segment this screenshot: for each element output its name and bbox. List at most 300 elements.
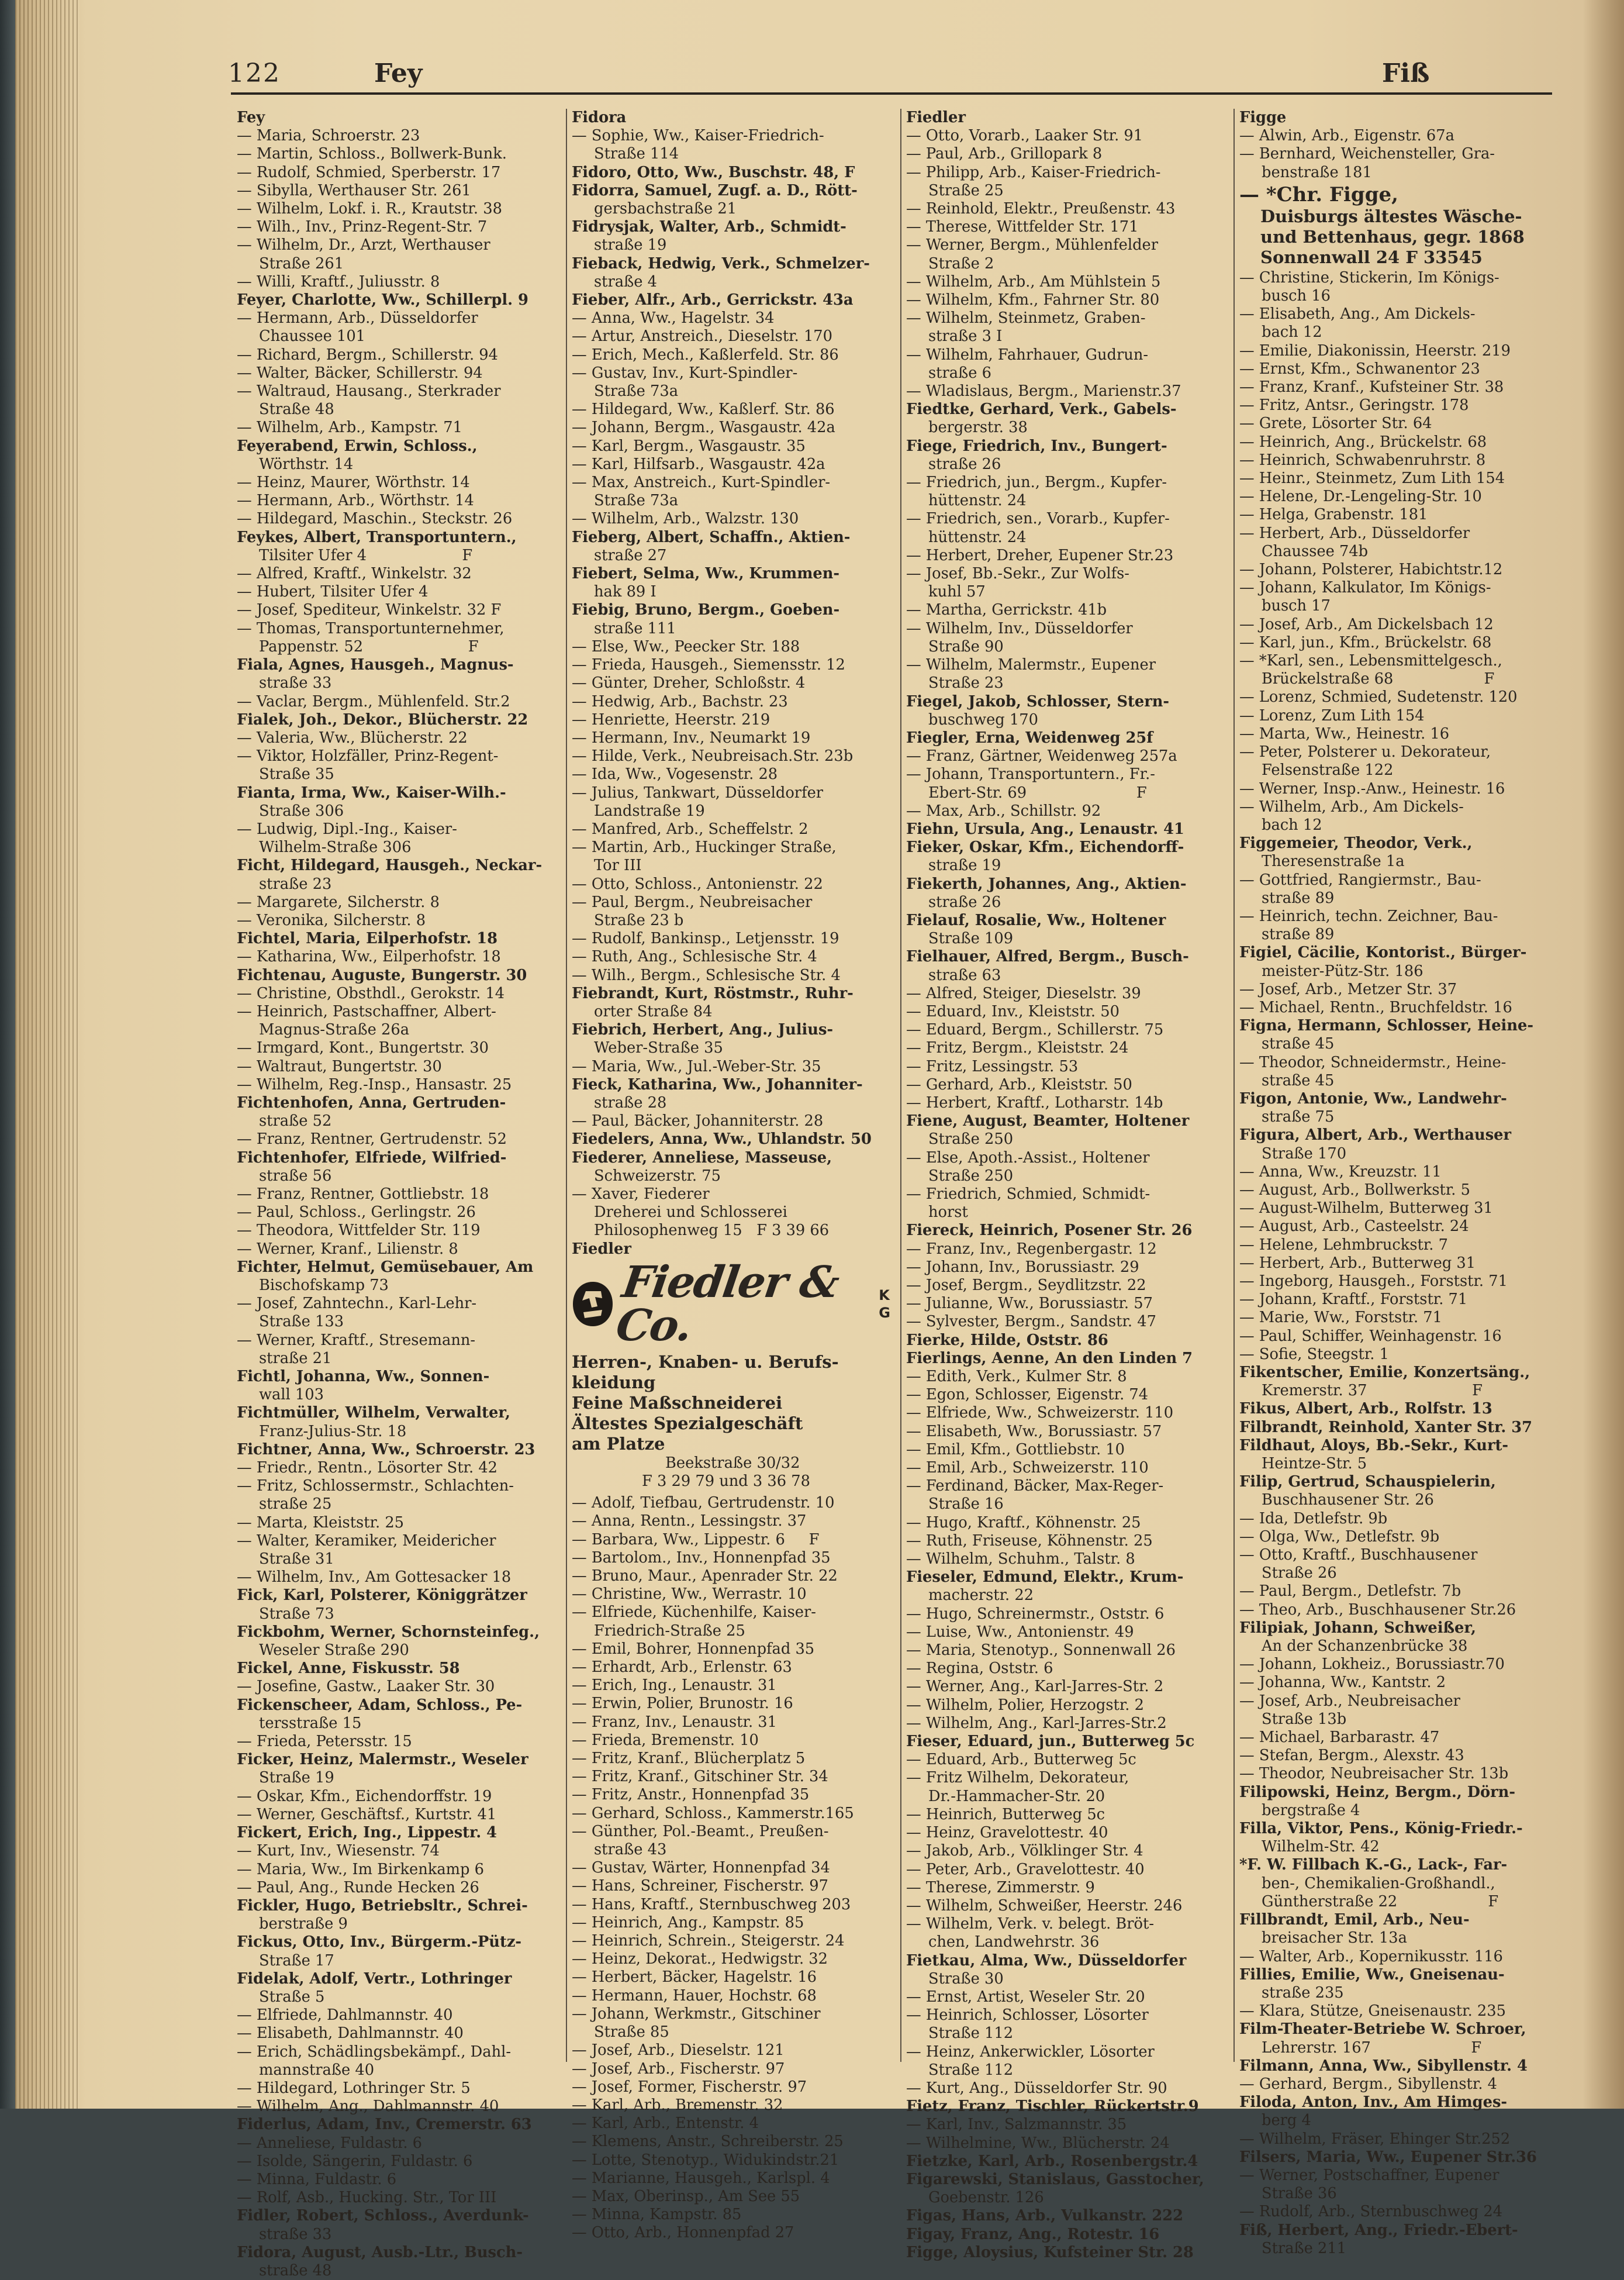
directory-entry: Fieber, Alfr., Arb., Gerrickstr. 43a [572,291,854,309]
directory-entry: Dr.-Hammacher-Str. 20 [928,1787,1105,1805]
directory-entry: Fietz, Franz, Tischler, Rückertstr.9 [906,2098,1199,2116]
directory-entry: Fick, Karl, Polsterer, Königgrätzer [237,1586,527,1605]
directory-entry: Fickler, Hugo, Betriebsltr., Schrei- [237,1896,528,1915]
directory-entry: straße 111 [594,619,676,637]
directory-entry: — Irmgard, Kont., Bungertstr. 30 [237,1039,489,1057]
directory-entry: — Wilhelm, Polier, Herzogstr. 2 [906,1696,1144,1714]
directory-entry: horst [928,1203,968,1222]
directory-entry: — Emilie, Diakonissin, Heerstr. 219 [1239,342,1511,360]
directory-entry: — Wilhelm, Reg.-Insp., Hansastr. 25 [237,1075,512,1094]
directory-entry: — Anna, Ww., Hagelstr. 34 [572,309,775,327]
directory-entry: straße 63 [928,966,1001,984]
directory-entry: Figge [1239,109,1287,126]
directory-entry: Ebert-Str. 69 F [928,784,1147,802]
directory-entry: Wörthstr. 14 [259,455,354,473]
directory-entry: — Fritz, Bergm., Kleiststr. 24 [906,1039,1129,1057]
directory-entry: — Werner, Kraftf., Stresemann- [237,1331,476,1349]
directory-entry: — Wilhelmine, Ww., Blücherstr. 24 [906,2134,1170,2152]
directory-entry: Feyerabend, Erwin, Schloss., [237,437,478,455]
directory-entry: Güntherstraße 22 F [1262,1892,1499,1910]
column-divider [566,109,567,2062]
directory-entry: Straße 35 [259,765,334,784]
ad-line-4: Ältestes Spezialgeschäft [572,1413,803,1433]
directory-entry: — Fritz, Lessingstr. 53 [906,1057,1079,1075]
directory-entry: — Helene, Lehmbruckstr. 7 [1239,1236,1448,1254]
directory-entry: — Adolf, Tiefbau, Gertrudenstr. 10 [572,1494,835,1512]
directory-entry: — Erich, Schädlingsbekämpf., Dahl- [237,2043,512,2061]
directory-entry: — Fritz Wilhelm, Dekorateur, [906,1769,1129,1787]
directory-entry: Fidler, Robert, Schloss., Averdunk- [237,2207,529,2225]
directory-entry: — Elfriede, Küchenhilfe, Kaiser- [572,1603,816,1622]
directory-entry: — Christine, Obsthdl., Gerokstr. 14 [237,984,505,1002]
directory-entry: — Grete, Lösorter Str. 64 [1239,415,1432,433]
directory-entry: — Else, Ww., Peecker Str. 188 [572,637,800,656]
directory-entry: — Wilhelm, Arb., Kampstr. 71 [237,419,462,437]
directory-entry: straße 4 [594,273,657,291]
directory-entry: Magnus-Straße 26a [259,1021,410,1039]
directory-entry: — Erwin, Polier, Brunostr. 16 [572,1695,793,1713]
directory-entry: — Werner, Postschaffner, Eupener [1239,2166,1499,2184]
figge-advertisement [1239,183,1558,268]
directory-entry: Fiedler [906,109,966,126]
directory-entry: straße 33 [259,2225,332,2243]
running-head-left: Fey [374,58,423,88]
directory-entry: — Ruth, Friseuse, Köhnenstr. 25 [906,1532,1153,1550]
directory-entry: straße 27 [594,546,667,564]
directory-entry: Figge, Aloysius, Kufsteiner Str. 28 [906,2243,1194,2261]
directory-entry: Fickel, Anne, Fiskusstr. 58 [237,1660,460,1678]
directory-column-1 [237,109,555,2279]
directory-entry: Straße 5 [259,1988,325,2006]
directory-entry: Straße 170 [1262,1144,1347,1163]
directory-entry: Fialek, Joh., Dekor., Blücherstr. 22 [237,710,528,729]
directory-entry: — Ferdinand, Bäcker, Max-Reger- [906,1477,1164,1495]
directory-entry: — Alfred, Kraftf., Winkelstr. 32 [237,565,472,583]
directory-entry: Fiegel, Jakob, Schlosser, Stern- [906,692,1170,710]
directory-entry: — Josef, Former, Fischerstr. 97 [572,2078,807,2096]
directory-entry: Fillbrandt, Emil, Arb., Neu- [1239,1911,1470,1929]
directory-entry: — Emil, Arb., Schweizerstr. 110 [906,1459,1149,1477]
directory-entry: — Christine, Stickerin, Im Königs- [1239,268,1499,287]
directory-entry: — Helene, Dr.-Lengeling-Str. 10 [1239,488,1482,506]
directory-entry: — Heinz, Gravelottestr. 40 [906,1824,1108,1842]
directory-entry: Filip, Gertrud, Schauspielerin, [1239,1473,1496,1491]
directory-entry: Fidora, August, Ausb.-Ltr., Busch- [237,2243,523,2261]
directory-entry: Fildhaut, Aloys, Bb.-Sekr., Kurt- [1239,1436,1509,1454]
directory-entry: *F. W. Fillbach K.-G., Lack-, Far- [1239,1856,1508,1874]
directory-entry: — Bernhard, Weichensteller, Gra- [1239,145,1495,163]
directory-entry: — Hugo, Kraftf., Köhnenstr. 25 [906,1513,1141,1532]
directory-entry: Fianta, Irma, Ww., Kaiser-Wilh.- [237,784,506,802]
directory-entry: — Kurt, Ang., Düsseldorfer Str. 90 [906,2079,1167,2097]
directory-entry: — August, Arb., Casteelstr. 24 [1239,1217,1469,1236]
directory-entry: Figgemeier, Theodor, Verk., [1239,834,1473,853]
directory-entry: — Philipp, Arb., Kaiser-Friedrich- [906,163,1161,181]
directory-entry: Filla, Viktor, Pens., König-Friedr.- [1239,1820,1523,1838]
directory-entry: — Elisabeth, Ang., Am Dickels- [1239,305,1476,323]
directory-entry: — Walter, Bäcker, Schillerstr. 94 [237,364,483,382]
page-stack-edges [15,0,80,2109]
directory-entry: Fiebert, Selma, Ww., Krummen- [572,565,840,583]
directory-entry: — Josef, Arb., Metzer Str. 37 [1239,980,1457,998]
directory-entry: Fichtmüller, Wilhelm, Verwalter, [237,1404,510,1422]
directory-entry: Fiebrandt, Kurt, Röstmstr., Ruhr- [572,984,854,1002]
directory-entry: — Fritz, Schlossermstr., Schlachten- [237,1477,514,1495]
directory-entry: — Christine, Ww., Werrastr. 10 [572,1585,807,1603]
directory-entry: — Anna, Rentn., Lessingstr. 37 [572,1512,807,1530]
directory-entry: Film-Theater-Betriebe W. Schroer, [1239,2020,1526,2038]
directory-entry: straße 23 [259,875,332,893]
directory-entry: Fidelak, Adolf, Vertr., Lothringer [237,1969,512,1988]
directory-entry: — Werner, Bergm., Mühlenfelder [906,236,1159,254]
directory-entry: — Bruno, Maur., Apenrader Str. 22 [572,1567,838,1585]
directory-entry: — Hans, Kraftf., Sternbuschweg 203 [572,1895,851,1913]
directory-entry: Fichtenau, Auguste, Bungerstr. 30 [237,966,527,984]
directory-entry: Friedrich-Straße 25 [594,1622,745,1640]
directory-entry: Straße 23 b [594,911,684,929]
directory-entry: — Franz, Rentner, Gertrudenstr. 52 [237,1130,507,1148]
directory-entry: — Wilhelm, Inv., Am Gottesacker 18 [237,1568,512,1586]
directory-entry: Fidrysjak, Walter, Arb., Schmidt- [572,218,846,236]
directory-entry: — Heinz, Dekorat., Hedwigstr. 32 [572,1950,828,1968]
directory-entry: — Heinz, Ankerwickler, Lösorter [906,2043,1155,2061]
directory-entry: — Veronika, Silcherstr. 8 [237,911,426,929]
directory-entry: — Karl, Hilfsarb., Wasgaustr. 42a [572,455,825,473]
directory-entry: straße 43 [594,1841,667,1859]
directory-entry: straße 28 [594,1094,667,1112]
directory-entry: — Johanna, Ww., Kantstr. 2 [1239,1674,1446,1692]
directory-entry: Straße 73a [594,492,679,510]
directory-entry: Fierlings, Aenne, An den Linden 7 [906,1349,1193,1367]
directory-entry: Fiehn, Ursula, Ang., Lenaustr. 41 [906,820,1184,838]
directory-entry: Ficker, Heinz, Malermstr., Weseler [237,1751,528,1769]
directory-entry: — Alwin, Arb., Eigenstr. 67a [1239,127,1454,145]
directory-entry: — Josef, Arb., Neubreisacher [1239,1692,1460,1710]
directory-entry: — Rudolf, Arb., Sternbuschweg 24 [1239,2203,1503,2221]
directory-entry: — Anna, Ww., Kreuzstr. 11 [1239,1163,1442,1181]
directory-entry: — Rudolf, Bankinsp., Letjensstr. 19 [572,930,839,948]
directory-entry: Figiel, Cäcilie, Kontorist., Bürger- [1239,944,1527,962]
directory-entry: Figon, Antonie, Ww., Landwehr- [1239,1089,1507,1108]
directory-entry: — Frieda, Hausgeh., Siemensstr. 12 [572,656,845,674]
directory-entry: — Martin, Arb., Huckinger Straße, [572,839,837,857]
directory-entry: — Paul, Bergm., Detlefstr. 7b [1239,1582,1461,1601]
directory-entry: hüttenstr. 24 [928,492,1027,510]
directory-entry: straße 21 [259,1349,332,1367]
directory-entry: — Herbert, Arb., Düsseldorfer [1239,524,1470,542]
directory-entry: — August-Wilhelm, Butterweg 31 [1239,1199,1493,1217]
directory-entry: gersbachstraße 21 [594,200,737,218]
directory-entry: straße 25 [259,1495,332,1513]
directory-entry: — Klemens, Anstr., Schreiberstr. 25 [572,2133,844,2151]
directory-entry: — Herbert, Bäcker, Hagelstr. 16 [572,1968,817,1986]
directory-entry: — Franz, Kranf., Kufsteiner Str. 38 [1239,378,1504,396]
directory-entry: Fidorra, Samuel, Zugf. a. D., Rött- [572,181,858,199]
directory-entry: Fiedler [572,1240,631,1258]
running-head-right: Fiß [1382,58,1430,88]
directory-entry: — Julianne, Ww., Borussiastr. 57 [906,1295,1153,1313]
directory-entry: — Wilhelm, Ang., Karl-Jarres-Str.2 [906,1714,1167,1732]
directory-entry: — Elfriede, Ww., Schweizerstr. 110 [906,1404,1174,1422]
directory-entry: — Isolde, Sängerin, Fuldastr. 6 [237,2152,473,2170]
directory-entry: — Johann, Polsterer, Habichtstr.12 [1239,561,1503,579]
directory-entry: Fiebrich, Herbert, Ang., Julius- [572,1021,834,1039]
directory-entry: — Hildegard, Lothringer Str. 5 [237,2079,471,2097]
directory-entry: — Hedwig, Arb., Bachstr. 23 [572,692,788,710]
directory-entry: — Paul, Bäcker, Johanniterstr. 28 [572,1112,824,1130]
directory-entry: — Heinrich, Pastschaffner, Albert- [237,1002,496,1020]
directory-entry: — Waltraut, Bungertstr. 30 [237,1057,442,1075]
directory-entry: — Marta, Ww., Heinestr. 16 [1239,725,1450,743]
directory-entry: Fielhauer, Alfred, Bergm., Busch- [906,948,1189,966]
directory-entry: — Fritz, Kranf., Blücherplatz 5 [572,1750,806,1768]
directory-entry: Pappenstr. 52 F [259,637,479,656]
directory-entry: — Reinhold, Elektr., Preußenstr. 43 [906,200,1176,218]
directory-entry: — Thomas, Transportunternehmer, [237,619,505,637]
directory-entry: Figas, Hans, Arb., Vulkanstr. 222 [906,2207,1183,2225]
directory-entry: Fieser, Eduard, jun., Butterweg 5c [906,1733,1195,1751]
directory-entry: Fikus, Albert, Arb., Rolfstr. 13 [1239,1400,1492,1418]
directory-entry: Landstraße 19 [594,802,705,820]
directory-entry: straße 56 [259,1167,332,1185]
column-divider [1233,109,1235,2062]
directory-entry: — Johann, Lokheiz., Borussiastr.70 [1239,1655,1505,1674]
directory-entry: — Martin, Schloss., Bollwerk-Bunk. [237,145,507,163]
directory-entry: — Ingeborg, Hausgeh., Forststr. 71 [1239,1272,1508,1290]
directory-entry: — Walter, Arb., Kopernikusstr. 116 [1239,1947,1503,1965]
directory-entry: Fieberg, Albert, Schaffn., Aktien- [572,528,851,546]
directory-entry: — Josef, Arb., Dieselstr. 121 [572,2041,785,2060]
directory-entry: Goebenstr. 126 [928,2189,1044,2207]
directory-entry: — Theodor, Schneidermstr., Heine- [1239,1053,1506,1071]
directory-entry: — Johann, Bergm., Wasgaustr. 42a [572,419,835,437]
directory-entry: straße 6 [928,364,991,382]
directory-entry: orter Straße 84 [594,1002,713,1020]
directory-entry: Heintze-Str. 5 [1262,1455,1367,1473]
directory-entry: Fiereck, Heinrich, Posener Str. 26 [906,1222,1193,1240]
directory-entry: — Gottfried, Rangiermstr., Bau- [1239,871,1481,889]
directory-entry: — Ida, Ww., Vogesenstr. 28 [572,765,778,784]
fiedler-logo-text: Fiedler & Co. [613,1257,842,1351]
fiedler-logo [572,1257,890,1351]
directory-entry: Fieker, Oskar, Kfm., Eichendorff- [906,839,1184,857]
directory-entry: — Theodora, Wittfelder Str. 119 [237,1222,481,1240]
directory-entry: Straße 30 [928,1969,1004,1988]
directory-entry: — Katharina, Ww., Eilperhofstr. 18 [237,948,501,966]
directory-entry: — Erich, Ing., Lenaustr. 31 [572,1677,777,1695]
directory-entry: — Elisabeth, Ww., Borussiastr. 57 [906,1422,1162,1440]
directory-entry: — Peter, Polsterer u. Dekorateur, [1239,743,1491,761]
directory-entry: — Otto, Schloss., Antonienstr. 22 [572,875,823,893]
directory-entry: Straße 31 [259,1550,334,1568]
directory-entry: — Heinrich, Ang., Brückelstr. 68 [1239,433,1487,451]
directory-entry: breisacher Str. 13a [1262,1929,1407,1947]
directory-entry: — Lorenz, Schmied, Sudetenstr. 120 [1239,688,1518,706]
directory-entry: hak 89 I [594,583,656,601]
directory-entry: Fichtel, Maria, Eilperhofstr. 18 [237,930,497,948]
directory-entry: — Karl, Arb., Entenstr. 4 [572,2115,759,2133]
directory-entry: wall 103 [259,1386,324,1404]
directory-entry: straße 26 [928,893,1001,911]
directory-entry: Feyer, Charlotte, Ww., Schillerpl. 9 [237,291,528,309]
directory-entry: Straße 25 [928,181,1004,199]
directory-entry: Straße 36 [1262,2185,1337,2203]
directory-entry: Fieck, Katharina, Ww., Johanniter- [572,1075,863,1094]
directory-entry: — Hilde, Verk., Neubreisach.Str. 23b [572,747,854,765]
directory-entry: — Otto, Vorarb., Laaker Str. 91 [906,127,1143,145]
directory-entry: — Lotte, Stenotyp., Widukindstr.21 [572,2151,839,2169]
directory-entry: — Else, Apoth.-Assist., Holtener [906,1148,1150,1167]
directory-entry: — Henriette, Heerstr. 219 [572,710,770,729]
directory-entry: Figura, Albert, Arb., Werthauser [1239,1126,1512,1144]
directory-entry: — Heinrich, Schwabenruhrstr. 8 [1239,451,1486,469]
directory-entry: Fickbohm, Werner, Schornsteinfeg., [237,1623,540,1641]
directory-entry: straße 45 [1262,1035,1335,1053]
directory-entry: — Waltraud, Hausang., Sterkrader [237,382,501,401]
directory-entry: — Gustav, Inv., Kurt-Spindler- [572,364,798,382]
directory-entry: — Karl, Bergm., Wasgaustr. 35 [572,437,806,455]
directory-entry: — Rudolf, Schmied, Sperberstr. 17 [237,163,501,181]
directory-entry: — Josef, Bergm., Seydlitzstr. 22 [906,1277,1146,1294]
directory-entry: — Ludwig, Dipl.-Ing., Kaiser- [237,820,457,838]
directory-entry: — Richard, Bergm., Schillerstr. 94 [237,346,498,364]
directory-entry: — Johann, Inv., Borussiastr. 29 [906,1258,1139,1276]
directory-entry: — Minna, Fuldastr. 6 [237,2170,397,2188]
directory-entry: — August, Arb., Bollwerkstr. 5 [1239,1181,1470,1199]
directory-entry: Straße 90 [928,637,1004,656]
directory-entry: — Stefan, Bergm., Alexstr. 43 [1239,1747,1464,1765]
directory-entry: Filipiak, Johann, Schweißer, [1239,1619,1476,1637]
directory-entry: — Franz, Rentner, Gottliebstr. 18 [237,1185,489,1203]
directory-entry: Fickus, Otto, Inv., Bürgerm.-Pütz- [237,1933,522,1951]
directory-entry: — Michael, Barbarastr. 47 [1239,1729,1440,1747]
directory-entry: — Viktor, Holzfäller, Prinz-Regent- [237,747,499,765]
directory-entry: straße 89 [1262,926,1335,944]
directory-entry: berstraße 9 [259,1915,348,1933]
directory-entry: — Walter, Keramiker, Meidericher [237,1532,496,1550]
directory-entry: Straße 73 [259,1605,334,1623]
directory-entry: bach 12 [1262,816,1322,834]
directory-entry: Fiß, Herbert, Ang., Friedr.-Ebert- [1239,2221,1518,2239]
directory-entry: — Lorenz, Zum Lith 154 [1239,706,1425,725]
directory-entry: Fichtl, Johanna, Ww., Sonnen- [237,1368,490,1386]
directory-entry: — Hildegard, Maschin., Steckstr. 26 [237,510,513,528]
directory-entry: Figay, Franz, Ang., Rotestr. 16 [906,2225,1160,2243]
directory-entry: — Karl, jun., Kfm., Brückelstr. 68 [1239,633,1492,651]
directory-entry: — Olga, Ww., Detlefstr. 9b [1239,1527,1440,1546]
directory-entry: Fiegler, Erna, Weidenweg 25f [906,729,1153,747]
directory-entry: — Wilh., Inv., Prinz-Regent-Str. 7 [237,218,488,236]
directory-entry: — Heinrich, Ang., Kampstr. 85 [572,1913,804,1931]
directory-entry: straße 45 [1262,1071,1335,1089]
directory-entry: kuhl 57 [928,583,986,601]
directory-entry: — Michael, Rentn., Bruchfeldstr. 16 [1239,998,1512,1016]
directory-entry: — Julius, Tankwart, Düsseldorfer [572,784,824,802]
directory-entry: — Manfred, Arb., Scheffelstr. 2 [572,820,808,838]
directory-entry: — Franz, Inv., Lenaustr. 31 [572,1713,777,1731]
directory-entry: benstraße 181 [1262,163,1372,181]
directory-entry: Filipowski, Heinz, Bergm., Dörn- [1239,1783,1515,1801]
figge-ad-line-2: und Bettenhaus, gegr. 1868 [1260,226,1525,247]
directory-entry: Fey [237,109,265,126]
directory-entry: — Otto, Kraftf., Buschhausener [1239,1546,1478,1564]
directory-entry: — Wilhelm, Dr., Arzt, Werthauser [237,236,490,254]
directory-entry: — Herbert, Arb., Butterweg 31 [1239,1254,1476,1272]
directory-entry: Straße 211 [1262,2239,1347,2257]
directory-entry: Fiedelers, Anna, Ww., Uhlandstr. 50 [572,1130,872,1148]
directory-entry: Straße 17 [259,1951,334,1969]
directory-entry: — Karl, Arb., Bremenstr. 32 [572,2096,783,2114]
ad-line-1: Herren-, Knaben- u. Berufs- [572,1351,839,1372]
directory-entry: — Max, Oberinsp., Am See 55 [572,2187,800,2205]
directory-entry: — Sofie, Steegstr. 1 [1239,1345,1389,1363]
directory-entry: Fiederer, Anneliese, Masseuse, [572,1148,832,1167]
directory-entry: — Sibylla, Werthauser Str. 261 [237,181,471,199]
directory-entry: — Eduard, Inv., Kleiststr. 50 [906,1002,1119,1020]
directory-entry: ben-, Chemikalien-Großhandl., [1262,1874,1495,1892]
directory-entry: bach 12 [1262,323,1322,342]
directory-entry: — Wilhelm, Arb., Walzstr. 130 [572,510,799,528]
directory-entry: — Eduard, Bergm., Schillerstr. 75 [906,1021,1164,1039]
directory-entry: berg 4 [1262,2112,1311,2130]
directory-entry: — Frieda, Petersstr. 15 [237,1733,412,1751]
directory-entry: — Wilhelm, Steinmetz, Graben- [906,309,1146,327]
directory-entry: Straße 261 [259,254,344,273]
directory-entry: — Johann, Werkmstr., Gitschiner [572,2005,821,2023]
directory-entry: — Wilhelm, Arb., Am Dickels- [1239,798,1464,816]
directory-entry: — Regina, Oststr. 6 [906,1660,1053,1678]
directory-entry: — Erhardt, Arb., Erlenstr. 63 [572,1658,792,1677]
directory-entry: straße 33 [259,674,332,692]
directory-entry: Buschhausener Str. 26 [1262,1491,1434,1509]
directory-entry: bergerstr. 38 [928,419,1028,437]
directory-entry: — Heinr., Steinmetz, Zum Lith 154 [1239,470,1505,488]
directory-entry: — Kurt, Inv., Wiesenstr. 74 [237,1842,440,1860]
directory-entry: — Herbert, Dreher, Eupener Str.23 [906,546,1174,564]
directory-entry: busch 17 [1262,597,1331,615]
directory-entry: Fickert, Erich, Ing., Lippestr. 4 [237,1824,497,1842]
directory-entry: — Otto, Arb., Honnenpfad 27 [572,2224,794,2242]
directory-entry: — Fritz, Kranf., Gitschiner Str. 34 [572,1768,828,1786]
directory-entry: Fidora [572,109,627,126]
directory-entry: Philosophenweg 15 F 3 39 66 [594,1222,830,1240]
directory-entry: Ficht, Hildegard, Hausgeh., Neckar- [237,857,543,875]
directory-entry: — Wilhelm, Schuhm., Talstr. 8 [906,1550,1135,1568]
directory-entry: tersstraße 15 [259,1714,362,1732]
directory-entry: — Xaver, Fiederer [572,1185,710,1203]
directory-entry: — Maria, Schroerstr. 23 [237,127,420,145]
directory-entry: — Theodor, Neubreisacher Str. 13b [1239,1765,1509,1783]
directory-entry: — Hermann, Inv., Neumarkt 19 [572,729,811,747]
directory-entry: — Josef, Arb., Am Dickelsbach 12 [1239,615,1494,633]
directory-entry: Bischofskamp 73 [259,1277,389,1294]
directory-entry: Chaussee 101 [259,327,366,346]
directory-entry: Fiedtke, Gerhard, Verk., Gabels- [906,401,1177,419]
directory-entry: Fieback, Hedwig, Verk., Schmelzer- [572,254,870,273]
directory-entry: — Therese, Wittfelder Str. 171 [906,218,1139,236]
directory-entry: — Ernst, Artist, Weseler Str. 20 [906,1988,1145,2006]
directory-entry: Fichtenhofer, Elfriede, Wilfried- [237,1148,507,1167]
directory-entry: — Wilh., Bergm., Schlesische Str. 4 [572,966,841,984]
directory-entry: Fiebig, Bruno, Bergm., Goeben- [572,601,840,619]
directory-entry: Straße 13b [1262,1710,1347,1728]
directory-entry: — Barbara, Ww., Lippestr. 6 F [572,1530,820,1548]
directory-entry: Fietzke, Karl, Arb., Rosenbergstr.4 [906,2152,1198,2170]
directory-entry: — Johann, Kalkulator, Im Königs- [1239,579,1491,597]
directory-entry: — Helga, Grabenstr. 181 [1239,506,1428,524]
directory-entry: — Josef, Bb.-Sekr., Zur Wolfs- [906,565,1129,583]
directory-entry: — Maria, Ww., Jul.-Weber-Str. 35 [572,1057,821,1075]
